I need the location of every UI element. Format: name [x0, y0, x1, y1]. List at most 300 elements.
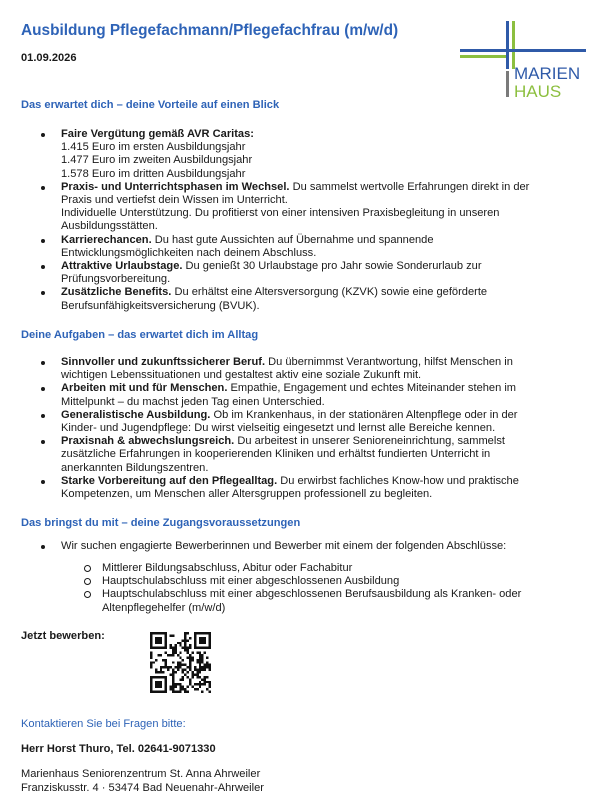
qr-module [187, 639, 189, 641]
qr-module [165, 637, 167, 639]
qr-module [184, 691, 186, 693]
qr-module [209, 639, 211, 641]
qr-module [201, 683, 203, 685]
qr-module [172, 654, 174, 656]
qr-module [170, 666, 172, 668]
qr-module [155, 659, 157, 661]
qr-module [191, 659, 193, 661]
qr-module [165, 688, 167, 690]
qr-module [157, 676, 159, 678]
qr-module [182, 639, 184, 641]
qr-module [162, 691, 164, 693]
qr-module [201, 639, 203, 641]
qr-module [177, 669, 179, 671]
qr-module [191, 652, 193, 654]
qr-module [201, 691, 203, 693]
qr-module [172, 669, 174, 671]
qr-module [174, 649, 176, 651]
qr-module [162, 676, 164, 678]
qr-module [184, 649, 186, 651]
qr-module [155, 647, 157, 649]
qr-module [174, 691, 176, 693]
qr-module [204, 681, 206, 683]
qr-module [184, 634, 186, 636]
list-item: Faire Vergütung gemäß AVR Caritas: 1.415 Euro im ersten Ausbildungsjahr 1.477 Euro im zweiten Ausbildungsjahr 1.578 Euro im dritten Ausbildungsjahr [61, 128, 541, 181]
qr-module [182, 688, 184, 690]
qr-module [206, 681, 208, 683]
qr-module [204, 639, 206, 641]
qr-module [172, 649, 174, 651]
qr-module [206, 666, 208, 668]
qr-module [189, 666, 191, 668]
qr-module [199, 647, 201, 649]
qr-module [189, 637, 191, 639]
qr-module [187, 652, 189, 654]
qr-module [152, 647, 154, 649]
qr-module [201, 661, 203, 663]
qr-module [194, 637, 196, 639]
qr-module [155, 681, 157, 683]
qr-module [150, 664, 152, 666]
qr-module [172, 661, 174, 663]
qr-module [179, 666, 181, 668]
qr-module [204, 647, 206, 649]
qr-module [172, 678, 174, 680]
task-title: Sinnvoller und zukunftssicherer Beruf. [61, 356, 266, 368]
qr-module [162, 647, 164, 649]
qr-module [174, 686, 176, 688]
contact-prompt: Kontaktieren Sie bei Fragen bitte: [21, 718, 186, 730]
qr-module [189, 654, 191, 656]
qr-module [201, 669, 203, 671]
qr-module [165, 676, 167, 678]
qr-module [189, 656, 191, 658]
qr-module [174, 652, 176, 654]
qr-module [179, 691, 181, 693]
qr-module [201, 654, 203, 656]
qr-module [204, 637, 206, 639]
qr-module [189, 647, 191, 649]
qr-module [165, 664, 167, 666]
qr-module [150, 666, 152, 668]
qr-module [206, 676, 208, 678]
qr-module [209, 681, 211, 683]
qr-module [165, 681, 167, 683]
list-item: Mittlerer Bildungsabschluss, Abitur oder Fachabitur [102, 562, 542, 575]
qr-module [184, 688, 186, 690]
qr-module [196, 673, 198, 675]
qr-module [209, 642, 211, 644]
task-title: Starke Vorbereitung auf den Pflegealltag. [61, 474, 278, 487]
qr-module [206, 664, 208, 666]
logo-text-haus: HAUS [514, 82, 562, 99]
qr-module [157, 671, 159, 673]
qr-module [172, 652, 174, 654]
qr-module [182, 686, 184, 688]
qr-module [209, 669, 211, 671]
list-item: Praxis- und Unterrichtsphasen im Wechsel. Du sammelst wertvolle Erfahrungen direkt in der Praxis und vertiefst dein Wissen im Unterricht. Individuelle Unterstützung. Du profitierst von einer intensiven Praxisbegleitung in unseren Ausbildungsstätten. [61, 181, 541, 234]
qr-module [150, 676, 152, 678]
benefit-title: Attraktive Urlaubstage. [61, 260, 183, 273]
qr-module [184, 637, 186, 639]
qr-module [204, 652, 206, 654]
qr-module [179, 683, 181, 685]
qr-module [172, 673, 174, 675]
qr-module [199, 637, 201, 639]
qr-module [209, 644, 211, 646]
qr-module [165, 652, 167, 654]
benefits-list [61, 128, 541, 313]
apply-label: Jetzt bewerben: [21, 630, 105, 642]
qr-module [182, 678, 184, 680]
qr-module [206, 688, 208, 690]
qr-module [155, 683, 157, 685]
qr-module [150, 644, 152, 646]
qr-module [179, 664, 181, 666]
qr-module [160, 639, 162, 641]
requirements-intro-list [61, 540, 541, 553]
qr-module [155, 676, 157, 678]
qr-module [162, 659, 164, 661]
qr-module [196, 669, 198, 671]
qr-module [196, 661, 198, 663]
qr-module [157, 647, 159, 649]
qr-module [184, 639, 186, 641]
qr-module [199, 632, 201, 634]
list-item: Attraktive Urlaubstage. Du genießt 30 Urlaubstage pro Jahr sowie Sonderurlaub zur Prüfungsvorbereitung. [61, 260, 541, 286]
qr-module [179, 686, 181, 688]
qr-module [201, 632, 203, 634]
qr-module [165, 659, 167, 661]
qr-module [189, 664, 191, 666]
qr-module [187, 649, 189, 651]
task-title: Praxisnah & abwechslungsreich. [61, 435, 235, 448]
qr-module [206, 661, 208, 663]
qr-module [201, 647, 203, 649]
qr-module [194, 647, 196, 649]
qr-module [165, 678, 167, 680]
task-title: Generalistische Ausbildung. [61, 408, 211, 421]
qr-module [177, 666, 179, 668]
qr-module [172, 647, 174, 649]
requirements-list [102, 562, 542, 615]
qr-module [182, 659, 184, 661]
qr-module [157, 681, 159, 683]
start-date: 01.09.2026 [21, 52, 77, 64]
qr-module [165, 647, 167, 649]
qr-module [162, 671, 164, 673]
qr-module [165, 661, 167, 663]
qr-module [184, 642, 186, 644]
qr-module [201, 666, 203, 668]
qr-module [170, 634, 172, 636]
list-item: Sinnvoller und zukunftssicherer Beruf. Du übernimmst Verantwortung, hilfst Menschen in wichtigen Lebenssituationen und gestaltest aktiv eine soziale Zukunft mit. [61, 356, 541, 382]
qr-module [182, 647, 184, 649]
qr-module [157, 654, 159, 656]
qr-module [155, 639, 157, 641]
qr-module [189, 659, 191, 661]
qr-module [196, 659, 198, 661]
qr-module [209, 664, 211, 666]
qr-module [177, 683, 179, 685]
qr-module [187, 632, 189, 634]
benefits-heading: Das erwartet dich – deine Vorteile auf einen Blick [21, 99, 280, 111]
qr-module [150, 656, 152, 658]
qr-module [177, 642, 179, 644]
qr-module [174, 647, 176, 649]
qr-module [174, 683, 176, 685]
qr-module [170, 654, 172, 656]
qr-module [182, 676, 184, 678]
qr-module [172, 683, 174, 685]
qr-module [150, 652, 152, 654]
qr-module [179, 652, 181, 654]
qr-module [182, 669, 184, 671]
list-item: Hauptschulabschluss mit einer abgeschlossenen Ausbildung [102, 575, 542, 588]
list-item: Karrierechancen. Du hast gute Aussichten auf Übernahme und spannende Entwicklungsmöglichkeiten nach deinem Abschluss. [61, 234, 541, 260]
qr-module [174, 666, 176, 668]
qr-module [209, 632, 211, 634]
qr-module [189, 678, 191, 680]
qr-module [194, 639, 196, 641]
qr-module [199, 661, 201, 663]
qr-module [184, 632, 186, 634]
qr-module [160, 637, 162, 639]
qr-module [150, 647, 152, 649]
qr-module [174, 671, 176, 673]
qr-module [199, 652, 201, 654]
qr-module [206, 656, 208, 658]
benefit-title: Karrierechancen. [61, 233, 152, 246]
qr-module [177, 664, 179, 666]
contact-person: Herr Horst Thuro, Tel. 02641-9071330 [21, 743, 216, 755]
qr-module [157, 639, 159, 641]
qr-module [160, 632, 162, 634]
qr-module [199, 671, 201, 673]
qr-module [184, 644, 186, 646]
qr-module [182, 664, 184, 666]
qr-module [150, 691, 152, 693]
qr-module [199, 686, 201, 688]
qr-module [160, 691, 162, 693]
qr-module [160, 654, 162, 656]
qr-module [170, 686, 172, 688]
qr-module [194, 688, 196, 690]
qr-module [152, 691, 154, 693]
qr-module [194, 644, 196, 646]
qr-module [165, 634, 167, 636]
qr-module [179, 642, 181, 644]
qr-module [209, 634, 211, 636]
qr-module [189, 681, 191, 683]
list-item: Praxisnah & abwechslungsreich. Du arbeitest in unserer Senioreneinrichtung, sammelst zusätzliche Erfahrungen in kooperierenden Kliniken und erhältst fundierten Unterricht in anerkannten Bildungszentren. [61, 435, 541, 475]
qr-module [172, 686, 174, 688]
list-item: Starke Vorbereitung auf den Pflegealltag. Du erwirbst fachliches Know-how und praktische Kompetenzen, um Menschen aller Altersgruppen professionell zu begleiten. [61, 475, 541, 501]
qr-module [201, 637, 203, 639]
qr-module [191, 671, 193, 673]
qr-module [184, 664, 186, 666]
qr-module [187, 691, 189, 693]
qr-module [196, 647, 198, 649]
qr-module [196, 652, 198, 654]
qr-module [184, 669, 186, 671]
qr-module [157, 686, 159, 688]
qr-module [150, 661, 152, 663]
qr-module [152, 632, 154, 634]
qr-module [172, 671, 174, 673]
qr-module [150, 642, 152, 644]
list-item: Generalistische Ausbildung. Ob im Krankenhaus, in der stationären Altenpflege oder in der Kinder- und Jugendpflege: Du wirst vielseitig eingesetzt und lernst alle Bereiche kennen. [61, 409, 541, 435]
qr-module [150, 634, 152, 636]
qr-module [179, 661, 181, 663]
qr-module [189, 669, 191, 671]
organization-name: Marienhaus Seniorenzentrum St. Anna Ahrweiler [21, 768, 261, 780]
qr-module [201, 659, 203, 661]
qr-module [201, 678, 203, 680]
list-item: Wir suchen engagierte Bewerberinnen und Bewerber mit einem der folgenden Abschlüsse: [61, 540, 541, 553]
qr-module [196, 671, 198, 673]
qr-module [204, 669, 206, 671]
benefit-title: Praxis- und Unterrichtsphasen im Wechsel. [61, 180, 290, 193]
qr-module [160, 647, 162, 649]
qr-module [191, 656, 193, 658]
qr-module [155, 686, 157, 688]
qr-module [204, 632, 206, 634]
qr-module [196, 688, 198, 690]
qr-module [150, 688, 152, 690]
qr-module [209, 691, 211, 693]
qr-module [199, 642, 201, 644]
qr-module [155, 632, 157, 634]
qr-module [167, 654, 169, 656]
qr-module [172, 634, 174, 636]
qr-module [152, 661, 154, 663]
street-address: Franziskusstr. 4 · 53474 Bad Neuenahr-Ahrweiler [21, 781, 264, 794]
qr-module [194, 669, 196, 671]
qr-module [196, 676, 198, 678]
qr-module [191, 673, 193, 675]
qr-module [150, 683, 152, 685]
qr-module [150, 632, 152, 634]
qr-module [179, 678, 181, 680]
qr-module [199, 676, 201, 678]
qr-module [170, 647, 172, 649]
qr-module [172, 688, 174, 690]
qr-module [199, 656, 201, 658]
qr-module [177, 654, 179, 656]
qr-module [155, 671, 157, 673]
list-item: Zusätzliche Benefits. Du erhältst eine Altersversorgung (KZVK) sowie eine geförderte Berufsunfähigkeitsversicherung (BVUK). [61, 286, 541, 312]
address [21, 768, 264, 795]
qr-module [160, 681, 162, 683]
qr-module [179, 656, 181, 658]
benefit-title: Zusätzliche Benefits. [61, 286, 172, 299]
qr-module [155, 669, 157, 671]
qr-module [194, 666, 196, 668]
qr-module [172, 676, 174, 678]
qr-module [150, 639, 152, 641]
qr-module [157, 683, 159, 685]
list-item: Arbeiten mit und für Menschen. Empathie, Engagement und echtes Miteinander stehen im Mittelpunkt – du machst jeden Tag einen Unterschied. [61, 382, 541, 408]
qr-module [165, 691, 167, 693]
qr-module [179, 644, 181, 646]
qr-module [157, 691, 159, 693]
qr-module [165, 686, 167, 688]
qr-module [157, 642, 159, 644]
qr-module [160, 642, 162, 644]
qr-module [162, 632, 164, 634]
qr-module [184, 673, 186, 675]
qr-module [199, 659, 201, 661]
qr-code[interactable] [150, 632, 211, 693]
qr-module [165, 639, 167, 641]
qr-module [160, 666, 162, 668]
qr-module [204, 683, 206, 685]
qr-module [204, 676, 206, 678]
qr-module [201, 642, 203, 644]
qr-module [165, 644, 167, 646]
qr-module [199, 664, 201, 666]
qr-module [187, 686, 189, 688]
qr-module [199, 654, 201, 656]
tasks-heading: Deine Aufgaben – das erwartet dich im Alltag [21, 329, 259, 341]
logo-text-marien: MARIEN [514, 64, 581, 83]
qr-module [170, 644, 172, 646]
qr-module [209, 637, 211, 639]
qr-module [196, 683, 198, 685]
qr-module [167, 669, 169, 671]
qr-module [204, 664, 206, 666]
qr-module [206, 647, 208, 649]
qr-module [191, 676, 193, 678]
qr-module [194, 632, 196, 634]
qr-module [150, 654, 152, 656]
qr-module [209, 666, 211, 668]
qr-module [191, 686, 193, 688]
qr-module [150, 637, 152, 639]
qr-module [199, 683, 201, 685]
qr-module [165, 642, 167, 644]
qr-module [209, 683, 211, 685]
qr-module [194, 642, 196, 644]
qr-module [160, 676, 162, 678]
qr-module [179, 688, 181, 690]
qr-module [199, 639, 201, 641]
qr-module [160, 686, 162, 688]
qr-module [165, 632, 167, 634]
qr-module [189, 683, 191, 685]
qr-module [206, 632, 208, 634]
requirements-heading: Das bringst du mit – deine Zugangsvoraussetzungen [21, 517, 301, 529]
qr-module [204, 666, 206, 668]
qr-module [157, 637, 159, 639]
qr-module [189, 661, 191, 663]
list-item: Hauptschulabschluss mit einer abgeschlossenen Berufsausbildung als Kranken- oder Altenpflegehelfer (m/w/d) [102, 588, 542, 614]
qr-module [150, 681, 152, 683]
marienhaus-logo [460, 19, 586, 99]
qr-module [165, 683, 167, 685]
page-title: Ausbildung Pflegefachmann/Pflegefachfrau (m/w/d) [21, 22, 399, 39]
qr-module [187, 656, 189, 658]
qr-module [187, 666, 189, 668]
qr-module [196, 632, 198, 634]
qr-module [162, 666, 164, 668]
qr-module [194, 683, 196, 685]
qr-module [199, 681, 201, 683]
qr-module [204, 678, 206, 680]
qr-module [172, 681, 174, 683]
qr-module [170, 688, 172, 690]
